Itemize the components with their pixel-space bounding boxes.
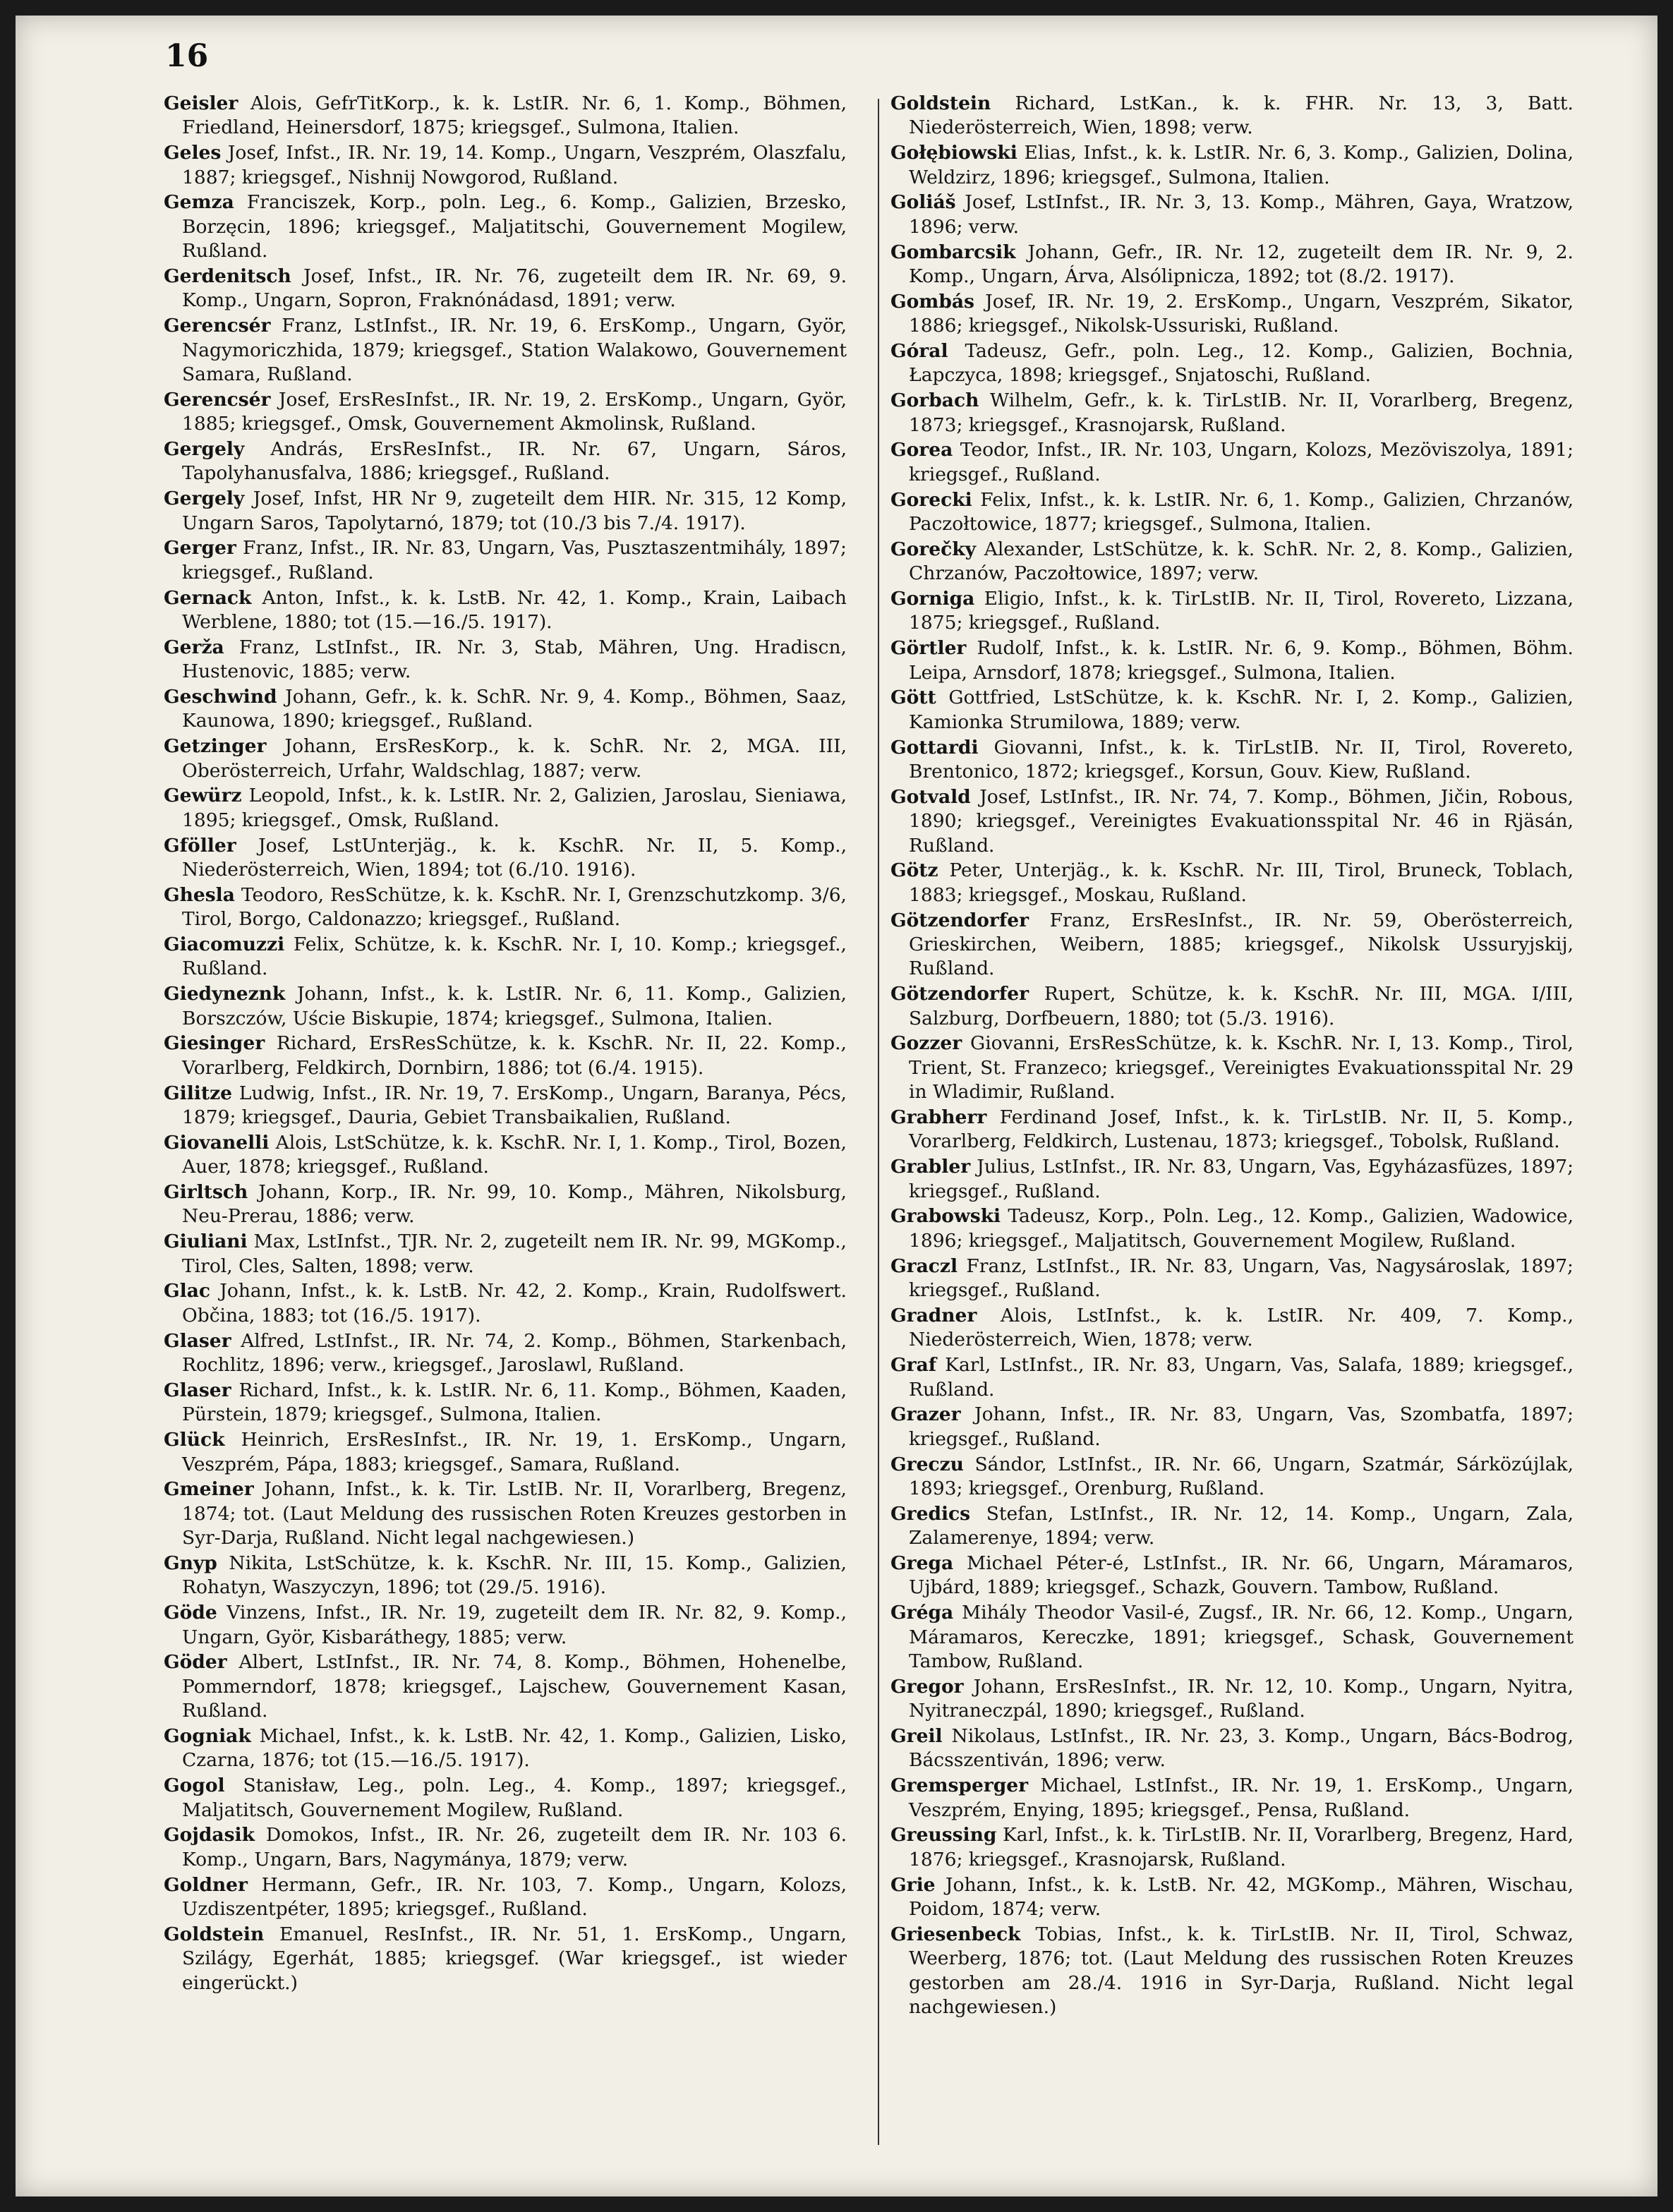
entry-surname: Grie xyxy=(890,1873,936,1896)
register-entry xyxy=(164,685,847,734)
entry-details: Nikita, LstSchütze, k. k. KschR. Nr. III, 15. Komp., Galizien, Rohatyn, Waszyczyn, 1896; tot (29./5. 1916). xyxy=(182,1552,847,1599)
register-entry xyxy=(164,1379,847,1427)
register-entry xyxy=(890,191,1574,239)
entry-details: Giovanni, Infst., k. k. TirLstIB. Nr. II, Tirol, Rovereto, Brentonico, 1872; kriegsgef., Korsun, Gouv. Kiew, Rußland. xyxy=(909,736,1574,783)
register-entry xyxy=(890,1106,1574,1154)
entry-surname: Gilitze xyxy=(164,1082,232,1104)
entry-details: Josef, LstUnterjäg., k. k. KschR. Nr. II, 5. Komp., Niederösterreich, Wien, 1894; tot (6./10. 1916). xyxy=(182,834,847,881)
register-entry xyxy=(164,487,847,536)
entry-surname: Gernack xyxy=(164,586,252,609)
entry-details: Heinrich, ErsResInfst., IR. Nr. 19, 1. ErsKomp., Ungarn, Veszprém, Pápa, 1883; kriegsgef., Samara, Rußland. xyxy=(182,1429,847,1475)
register-entry xyxy=(164,1477,847,1550)
entry-surname: Girltsch xyxy=(164,1181,248,1204)
entry-details: Alois, LstInfst., k. k. LstIR. Nr. 409, 7. Komp., Niederösterreich, Wien, 1878; verw. xyxy=(909,1304,1574,1351)
entry-surname: Goliáš xyxy=(890,191,956,214)
entry-details: Tobias, Infst., k. k. TirLstIB. Nr. II, Tirol, Schwaz, Weerberg, 1876; tot. (Laut Meldung des russischen Roten Kreuzes gestorben am 28./4. 1916 in Syr-Darja, Rußland. Nicht legal nachgewiesen.) xyxy=(909,1923,1574,2018)
register-entry xyxy=(890,1502,1574,1551)
entry-details: Domokos, Infst., IR. Nr. 26, zugeteilt dem IR. Nr. 103 6. Komp., Ungarn, Bars, Nagymánya, 1879; verw. xyxy=(182,1824,847,1870)
entry-details: Sándor, LstInfst., IR. Nr. 66, Ungarn, Szatmár, Sárközújlak, 1893; kriegsgef., Orenburg, Rußland. xyxy=(909,1453,1574,1499)
entry-details: Josef, Infst., IR. Nr. 19, 14. Komp., Ungarn, Veszprém, Olaszfalu, 1887; kriegsgef., Nishnij Nowgorod, Rußland. xyxy=(182,142,847,188)
register-entry xyxy=(890,290,1574,339)
entry-surname: Grega xyxy=(890,1552,954,1574)
register-entry xyxy=(164,1230,847,1279)
entry-surname: Gerdenitsch xyxy=(164,265,291,288)
register-entry xyxy=(890,859,1574,907)
entry-details: Michael, Infst., k. k. LstB. Nr. 42, 1. Komp., Galizien, Lisko, Czarna, 1876; tot (15.—16./5. 1917). xyxy=(182,1724,847,1772)
register-entry xyxy=(164,1873,847,1922)
entry-surname: Gotvald xyxy=(890,785,971,808)
entry-details: Stefan, LstInfst., IR. Nr. 12, 14. Komp., Ungarn, Zala, Zalamerenye, 1894; verw. xyxy=(909,1502,1574,1549)
register-entry xyxy=(164,141,847,190)
register-entry xyxy=(164,982,847,1031)
entry-details: Rudolf, Infst., k. k. LstIR. Nr. 6, 9. Komp., Böhmen, Böhm. Leipa, Arnsdorf, 1878; kriegsgef., Sulmona, Italien. xyxy=(909,637,1574,684)
register-entry xyxy=(890,785,1574,858)
register-entry xyxy=(164,1279,847,1328)
entry-surname: Getzinger xyxy=(164,735,267,758)
entry-surname: Gemza xyxy=(164,191,234,214)
entry-details: Johann, ErsResInfst., IR. Nr. 12, 10. Komp., Ungarn, Nyitra, Nyitraneczpál, 1890; kriegsgef., Rußland. xyxy=(909,1675,1574,1722)
entry-details: Michael Péter-é, LstInfst., IR. Nr. 66, Ungarn, Máramaros, Ujbárd, 1889; kriegsgef., Schazk, Gouvern. Tambow, Rußland. xyxy=(909,1552,1574,1599)
entry-details: Franz, LstInfst., IR. Nr. 19, 6. ErsKomp., Ungarn, Györ, Nagymoriczhida, 1879; kriegsgef., Station Walakowo, Gouvernement Samara, Rußland. xyxy=(182,315,847,386)
entry-details: Alexander, LstSchütze, k. k. SchR. Nr. 2, 8. Komp., Galizien, Chrzanów, Paczołtowice, 1897; verw. xyxy=(909,538,1574,585)
register-entry xyxy=(164,437,847,486)
entry-surname: Geisler xyxy=(164,92,238,114)
register-entry xyxy=(890,1724,1574,1773)
entry-surname: Gombás xyxy=(890,290,974,313)
entry-surname: Götzendorfer xyxy=(890,983,1029,1005)
entry-surname: Götz xyxy=(890,859,938,882)
entry-details: Ludwig, Infst., IR. Nr. 19, 7. ErsKomp., Ungarn, Baranya, Pécs, 1879; kriegsgef., Dauria, Gebiet Transbaikalien, Rußland. xyxy=(182,1082,847,1129)
register-entry xyxy=(164,1552,847,1600)
entry-surname: Grabherr xyxy=(890,1106,987,1129)
entry-details: Julius, LstInfst., IR. Nr. 83, Ungarn, Vas, Egyházasfüzes, 1897; kriegsgef., Rußland. xyxy=(909,1156,1574,1202)
entry-details: Josef, LstInfst., IR. Nr. 3, 13. Komp., Mähren, Gaya, Wratzow, 1896; verw. xyxy=(909,191,1574,238)
register-entry xyxy=(164,735,847,783)
entry-surname: Gogniak xyxy=(164,1724,251,1747)
register-entry xyxy=(164,1823,847,1872)
entry-details: Hermann, Gefr., IR. Nr. 103, 7. Komp., Ungarn, Kolozs, Uzdiszentpéter, 1895; kriegsgef., Rußland. xyxy=(182,1873,847,1920)
register-entry xyxy=(164,1082,847,1130)
entry-surname: Glac xyxy=(164,1280,211,1303)
entry-surname: Gerger xyxy=(164,537,236,560)
entry-surname: Gozzer xyxy=(890,1032,962,1055)
register-entry xyxy=(890,1255,1574,1303)
entry-details: Alois, LstSchütze, k. k. KschR. Nr. I, 1. Komp., Tirol, Bozen, Auer, 1878; kriegsgef., Rußland. xyxy=(182,1131,847,1178)
entry-details: Josef, IR. Nr. 19, 2. ErsKomp., Ungarn, Veszprém, Sikator, 1886; kriegsgef., Nikolsk-Ussuriski, Rußland. xyxy=(909,290,1574,337)
entry-surname: Gerencsér xyxy=(164,315,271,337)
entry-details: Johann, Infst., IR. Nr. 83, Ungarn, Vas, Szombatfa, 1897; kriegsgef., Rußland. xyxy=(909,1403,1574,1450)
register-entry xyxy=(164,92,847,140)
entry-details: Josef, LstInfst., IR. Nr. 74, 7. Komp., Böhmen, Jičin, Robous, 1890; kriegsgef., Vereinigtes Evakuationsspital Nr. 46 in Rjäsán, Rußland. xyxy=(909,785,1574,857)
entry-surname: Gorecki xyxy=(890,488,972,511)
entry-surname: Gogol xyxy=(164,1775,225,1797)
entry-details: Johann, Gefr., k. k. SchR. Nr. 9, 4. Komp., Böhmen, Saaz, Kaunowa, 1890; kriegsgef., Rußland. xyxy=(182,686,847,732)
entry-details: Mihály Theodor Vasil-é, Zugsf., IR. Nr. 66, 12. Komp., Ungarn, Máramaros, Kereczke, 1891; kriegsgef., Schask, Gouvernement Tambow, Rußland. xyxy=(909,1602,1574,1672)
entry-surname: Grazer xyxy=(890,1403,961,1426)
entry-details: Richard, ErsResSchütze, k. k. KschR. Nr. II, 22. Komp., Vorarlberg, Feldkirch, Dornbirn, 1886; tot (6./4. 1915). xyxy=(182,1032,847,1079)
entry-surname: Greczu xyxy=(890,1453,964,1475)
register-entry xyxy=(890,1601,1574,1674)
entry-details: Johann, Infst., k. k. LstB. Nr. 42, MGKomp., Mähren, Wischau, Poidom, 1874; verw. xyxy=(909,1873,1574,1920)
register-entry xyxy=(890,982,1574,1031)
entry-details: Johann, ErsResKorp., k. k. SchR. Nr. 2, MGA. III, Oberösterreich, Urfahr, Waldschlag, 1887; verw. xyxy=(182,735,847,782)
entry-surname: Giesinger xyxy=(164,1032,265,1055)
register-entry xyxy=(890,92,1574,140)
register-entry xyxy=(890,1032,1574,1104)
entry-surname: Gergely xyxy=(164,488,245,510)
entry-details: Teodoro, ResSchütze, k. k. KschR. Nr. I, Grenzschutzkomp. 3/6, Tirol, Borgo, Caldonazzo; kriegsgef., Rußland. xyxy=(182,883,847,931)
entry-details: Gottfried, LstSchütze, k. k. KschR. Nr. I, 2. Komp., Galizien, Kamionka Strumilowa, 1889; verw. xyxy=(909,687,1574,733)
entry-details: Johann, Infst., k. k. LstIR. Nr. 6, 11. Komp., Galizien, Borszczów, Uście Biskupie, 1874; kriegsgef., Sulmona, Italien. xyxy=(182,983,847,1029)
entry-surname: Gergely xyxy=(164,438,245,461)
register-entry xyxy=(164,191,847,263)
entry-surname: Gewürz xyxy=(164,785,242,807)
register-entry xyxy=(890,1403,1574,1451)
entry-surname: Görtler xyxy=(890,637,967,660)
entry-surname: Götzendorfer xyxy=(890,909,1029,931)
entry-details: Eligio, Infst., k. k. TirLstIB. Nr. II, Tirol, Rovereto, Lizzana, 1875; kriegsgef., Rußland. xyxy=(909,588,1574,634)
right-column xyxy=(890,92,1574,2021)
register-entry xyxy=(164,1131,847,1180)
entry-details: Stanisław, Leg., poln. Leg., 4. Komp., 1897; kriegsgef., Maljatitsch, Gouvernement Mogilew, Rußland. xyxy=(182,1775,847,1821)
entry-details: Franz, ErsResInfst., IR. Nr. 59, Oberösterreich, Grieskirchen, Weibern, 1885; kriegsgef., Nikolsk Ussuryjskij, Rußland. xyxy=(909,909,1574,980)
entry-details: Wilhelm, Gefr., k. k. TirLstIB. Nr. II, Vorarlberg, Bregenz, 1873; kriegsgef., Krasnojarsk, Rußland. xyxy=(909,389,1574,436)
entry-details: Johann, Infst., k. k. LstB. Nr. 42, 2. Komp., Krain, Rudolfswert. Občina, 1883; tot (16./5. 1917). xyxy=(182,1280,847,1326)
register-entry xyxy=(890,1873,1574,1922)
entry-surname: Greussing xyxy=(890,1824,997,1847)
register-entry xyxy=(164,834,847,883)
register-entry xyxy=(890,736,1574,785)
entry-surname: Gorbach xyxy=(890,389,979,412)
register-entry xyxy=(890,1774,1574,1823)
entry-surname: Glück xyxy=(164,1429,225,1451)
entry-details: Richard, Infst., k. k. LstIR. Nr. 6, 11. Komp., Böhmen, Kaaden, Pürstein, 1879; kriegsgef., Sulmona, Italien. xyxy=(182,1379,847,1426)
entry-details: Felix, Infst., k. k. LstIR. Nr. 6, 1. Komp., Galizien, Chrzanów, Paczołtowice, 1877; kriegsgef., Sulmona, Italien. xyxy=(909,488,1574,536)
entry-details: Karl, LstInfst., IR. Nr. 83, Ungarn, Vas, Salafa, 1889; kriegsgef., Rußland. xyxy=(909,1354,1574,1401)
entry-details: Karl, Infst., k. k. TirLstIB. Nr. II, Vorarlberg, Bregenz, Hard, 1876; kriegsgef., Krasnojarsk, Rußland. xyxy=(909,1824,1574,1870)
entry-surname: Gregor xyxy=(890,1675,964,1698)
entry-details: Peter, Unterjäg., k. k. KschR. Nr. III, Tirol, Bruneck, Toblach, 1883; kriegsgef., Moskau, Rußland. xyxy=(909,859,1574,906)
entry-surname: Glaser xyxy=(164,1379,231,1401)
entry-details: Rupert, Schütze, k. k. KschR. Nr. III, MGA. I/III, Salzburg, Dorfbeuern, 1880; tot (5./3. 1916). xyxy=(909,983,1574,1029)
entry-details: András, ErsResInfst., IR. Nr. 67, Ungarn, Sáros, Tapolyhanusfalva, 1886; kriegsgef., Rußland. xyxy=(182,438,847,485)
entry-surname: Graf xyxy=(890,1354,937,1377)
register-entry xyxy=(164,1428,847,1477)
entry-surname: Giuliani xyxy=(164,1231,248,1253)
entry-details: Giovanni, ErsResSchütze, k. k. KschR. Nr. I, 13. Komp., Tirol, Trient, St. Franzeco; kriegsgef., Vereinigtes Evakuationsspital Nr. 29 in Wladimir, Rußland. xyxy=(909,1032,1574,1104)
register-entry xyxy=(164,933,847,981)
register-entry xyxy=(164,1032,847,1080)
entry-surname: Grabler xyxy=(890,1156,971,1178)
entry-surname: Goldstein xyxy=(164,1923,265,1945)
entry-surname: Gremsperger xyxy=(890,1775,1029,1797)
register-entry xyxy=(164,636,847,684)
register-entry xyxy=(164,314,847,387)
entry-surname: Göde xyxy=(164,1602,217,1624)
entry-details: Tadeusz, Korp., Poln. Leg., 12. Komp., Galizien, Wadowice, 1896; kriegsgef., Maljatitsch, Gouvernement Mogilew, Rußland. xyxy=(909,1205,1574,1252)
entry-details: Johann, Korp., IR. Nr. 99, 10. Komp., Mähren, Nikolsburg, Neu-Prerau, 1886; verw. xyxy=(182,1181,847,1228)
register-entry xyxy=(890,1923,1574,2020)
entry-surname: Ghesla xyxy=(164,883,235,906)
entry-surname: Geles xyxy=(164,142,222,164)
register-entry xyxy=(164,1329,847,1378)
entry-details: Michael, LstInfst., IR. Nr. 19, 1. ErsKomp., Ungarn, Veszprém, Enying, 1895; kriegsgef., Pensa, Rußland. xyxy=(909,1775,1574,1821)
entry-details: Elias, Infst., k. k. LstIR. Nr. 6, 3. Komp., Galizien, Dolina, Weldzirz, 1896; kriegsgef., Sulmona, Italien. xyxy=(909,142,1574,188)
register-entry xyxy=(890,1675,1574,1724)
register-entry xyxy=(890,636,1574,685)
entry-surname: Göder xyxy=(164,1651,227,1674)
entry-details: Alois, GefrTitKorp., k. k. LstIR. Nr. 6, 1. Komp., Böhmen, Friedland, Heinersdorf, 1875; kriegsgef., Sulmona, Italien. xyxy=(182,92,847,139)
register-entry xyxy=(890,1353,1574,1402)
entry-details: Tadeusz, Gefr., poln. Leg., 12. Komp., Galizien, Bochnia, Łapczyca, 1898; kriegsgef., Snjatoschi, Rußland. xyxy=(909,340,1574,387)
register-entry xyxy=(890,1204,1574,1253)
left-column xyxy=(164,92,847,1996)
entry-details: Alfred, LstInfst., IR. Nr. 74, 2. Komp., Böhmen, Starkenbach, Rochlitz, 1896; verw., kriegsgef., Jaroslawl, Rußland. xyxy=(182,1329,847,1377)
entry-details: Franz, LstInfst., IR. Nr. 83, Ungarn, Vas, Nagysároslak, 1897; kriegsgef., Rußland. xyxy=(909,1255,1574,1302)
entry-surname: Giedyneznk xyxy=(164,983,286,1005)
entry-details: Richard, LstKan., k. k. FHR. Nr. 13, 3, Batt. Niederösterreich, Wien, 1898; verw. xyxy=(909,92,1574,139)
register-entry xyxy=(164,265,847,313)
entry-surname: Gorniga xyxy=(890,588,975,610)
register-entry xyxy=(890,1552,1574,1600)
entry-surname: Gerža xyxy=(164,636,224,658)
entry-details: Anton, Infst., k. k. LstB. Nr. 42, 1. Komp., Krain, Laibach Werblene, 1880; tot (15.—16./5. 1917). xyxy=(182,586,847,634)
document-page xyxy=(16,16,1657,2196)
entry-surname: Geschwind xyxy=(164,686,277,708)
entry-details: Teodor, Infst., IR. Nr. 103, Ungarn, Kolozs, Mezöviszolya, 1891; kriegsgef., Rußland. xyxy=(909,439,1574,485)
entry-surname: Goldstein xyxy=(890,92,991,114)
register-entry xyxy=(890,909,1574,981)
entry-surname: Gnyp xyxy=(164,1552,217,1574)
register-entry xyxy=(164,883,847,932)
register-entry xyxy=(890,1823,1574,1872)
entry-details: Josef, Infst., IR. Nr. 76, zugeteilt dem IR. Nr. 69, 9. Komp., Ungarn, Sopron, Fraknónádasd, 1891; verw. xyxy=(182,265,847,312)
entry-surname: Griesenbeck xyxy=(890,1923,1021,1945)
entry-details: Josef, Infst, HR Nr 9, zugeteilt dem HIR. Nr. 315, 12 Komp, Ungarn Saros, Tapolytarnó, 1879; tot (10./3 bis 7./4. 1917). xyxy=(182,488,847,534)
entry-details: Vinzens, Infst., IR. Nr. 19, zugeteilt dem IR. Nr. 82, 9. Komp., Ungarn, Györ, Kisbaráthegy, 1885; verw. xyxy=(182,1602,847,1648)
entry-details: Nikolaus, LstInfst., IR. Nr. 23, 3. Komp., Ungarn, Bács-Bodrog, Bácsszentiván, 1896; verw. xyxy=(909,1724,1574,1772)
register-entry xyxy=(890,686,1574,735)
register-entry xyxy=(164,1774,847,1823)
entry-surname: Gombarcsik xyxy=(890,241,1016,263)
entry-details: Leopold, Infst., k. k. LstIR. Nr. 2, Galizien, Jaroslau, Sieniawa, 1895; kriegsgef., Omsk, Rußland. xyxy=(182,785,847,831)
entry-surname: Gréga xyxy=(890,1602,954,1624)
register-entry xyxy=(164,536,847,585)
register-entry xyxy=(164,1724,847,1773)
entry-details: Ferdinand Josef, Infst., k. k. TirLstIB. Nr. II, 5. Komp., Vorarlberg, Feldkirch, Lustenau, 1873; kriegsgef., Tobolsk, Rußland. xyxy=(909,1106,1574,1153)
page-number: 16 xyxy=(165,38,209,74)
register-entry xyxy=(164,1923,847,1995)
register-entry xyxy=(890,587,1574,636)
entry-details: Franz, Infst., IR. Nr. 83, Ungarn, Vas, Pusztaszentmihály, 1897; kriegsgef., Rußland. xyxy=(182,537,847,584)
register-entry xyxy=(890,241,1574,289)
entry-surname: Gorečky xyxy=(890,538,977,560)
entry-details: Johann, Infst., k. k. Tir. LstIB. Nr. II, Vorarlberg, Bregenz, 1874; tot. (Laut Meldung des russischen Roten Kreuzes gestorben in Syr-Darja, Rußland. Nicht legal nachgewiesen.) xyxy=(182,1478,847,1549)
register-entry xyxy=(890,1453,1574,1501)
entry-surname: Gołębiowski xyxy=(890,142,1017,164)
entry-surname: Goldner xyxy=(164,1873,248,1896)
entry-surname: Gojdasik xyxy=(164,1824,255,1847)
register-entry xyxy=(890,438,1574,487)
entry-surname: Gradner xyxy=(890,1304,977,1326)
entry-details: Franciszek, Korp., poln. Leg., 6. Komp., Galizien, Brzesko, Borzęcin, 1896; kriegsgef., Maljatitschi, Gouvernement Mogilew, Rußland. xyxy=(182,191,847,262)
register-entry xyxy=(164,1650,847,1723)
entry-surname: Giovanelli xyxy=(164,1131,270,1154)
entry-details: Johann, Gefr., IR. Nr. 12, zugeteilt dem IR. Nr. 9, 2. Komp., Ungarn, Árva, Alsólipnicza, 1892; tot (8./2. 1917). xyxy=(909,241,1574,288)
register-entry xyxy=(164,1601,847,1650)
register-entry xyxy=(890,389,1574,437)
entry-surname: Grabowski xyxy=(890,1205,1001,1228)
entry-surname: Glaser xyxy=(164,1329,231,1352)
register-entry xyxy=(164,586,847,635)
entry-surname: Giacomuzzi xyxy=(164,933,285,956)
entry-surname: Greil xyxy=(890,1724,943,1747)
entry-surname: Gottardi xyxy=(890,736,979,759)
entry-surname: Góral xyxy=(890,340,948,363)
register-entry xyxy=(890,1155,1574,1204)
entry-surname: Gött xyxy=(890,687,936,709)
entry-details: Emanuel, ResInfst., IR. Nr. 51, 1. ErsKomp., Ungarn, Szilágy, Egerhát, 1885; kriegsgef. (War kriegsgef., ist wieder eingerückt.) xyxy=(182,1923,847,1994)
entry-surname: Gerencsér xyxy=(164,388,271,411)
entry-surname: Graczl xyxy=(890,1255,958,1277)
column-divider xyxy=(878,99,879,2145)
entry-details: Josef, ErsResInfst., IR. Nr. 19, 2. ErsKomp., Ungarn, Györ, 1885; kriegsgef., Omsk, Gouvernement Akmolinsk, Rußland. xyxy=(182,388,847,435)
register-entry xyxy=(164,388,847,437)
entry-details: Franz, LstInfst., IR. Nr. 3, Stab, Mähren, Ung. Hradiscn, Hustenovic, 1885; verw. xyxy=(182,636,847,683)
register-entry xyxy=(890,538,1574,586)
entry-surname: Gorea xyxy=(890,439,953,461)
entry-surname: Gföller xyxy=(164,834,236,857)
entry-details: Felix, Schütze, k. k. KschR. Nr. I, 10. Komp.; kriegsgef., Rußland. xyxy=(182,933,847,980)
entry-details: Albert, LstInfst., IR. Nr. 74, 8. Komp., Böhmen, Hohenelbe, Pommerndorf, 1878; kriegsgef., Lajschew, Gouvernement Kasan, Rußland. xyxy=(182,1651,847,1722)
entry-surname: Gmeiner xyxy=(164,1478,254,1501)
register-entry xyxy=(164,784,847,833)
entry-surname: Gredics xyxy=(890,1502,971,1525)
register-entry xyxy=(890,488,1574,537)
register-entry xyxy=(890,339,1574,388)
register-entry xyxy=(890,1304,1574,1353)
register-entry xyxy=(890,141,1574,190)
register-entry xyxy=(164,1180,847,1229)
entry-details: Max, LstInfst., TJR. Nr. 2, zugeteilt nem IR. Nr. 99, MGKomp., Tirol, Cles, Salten, 1898; verw. xyxy=(182,1231,847,1277)
